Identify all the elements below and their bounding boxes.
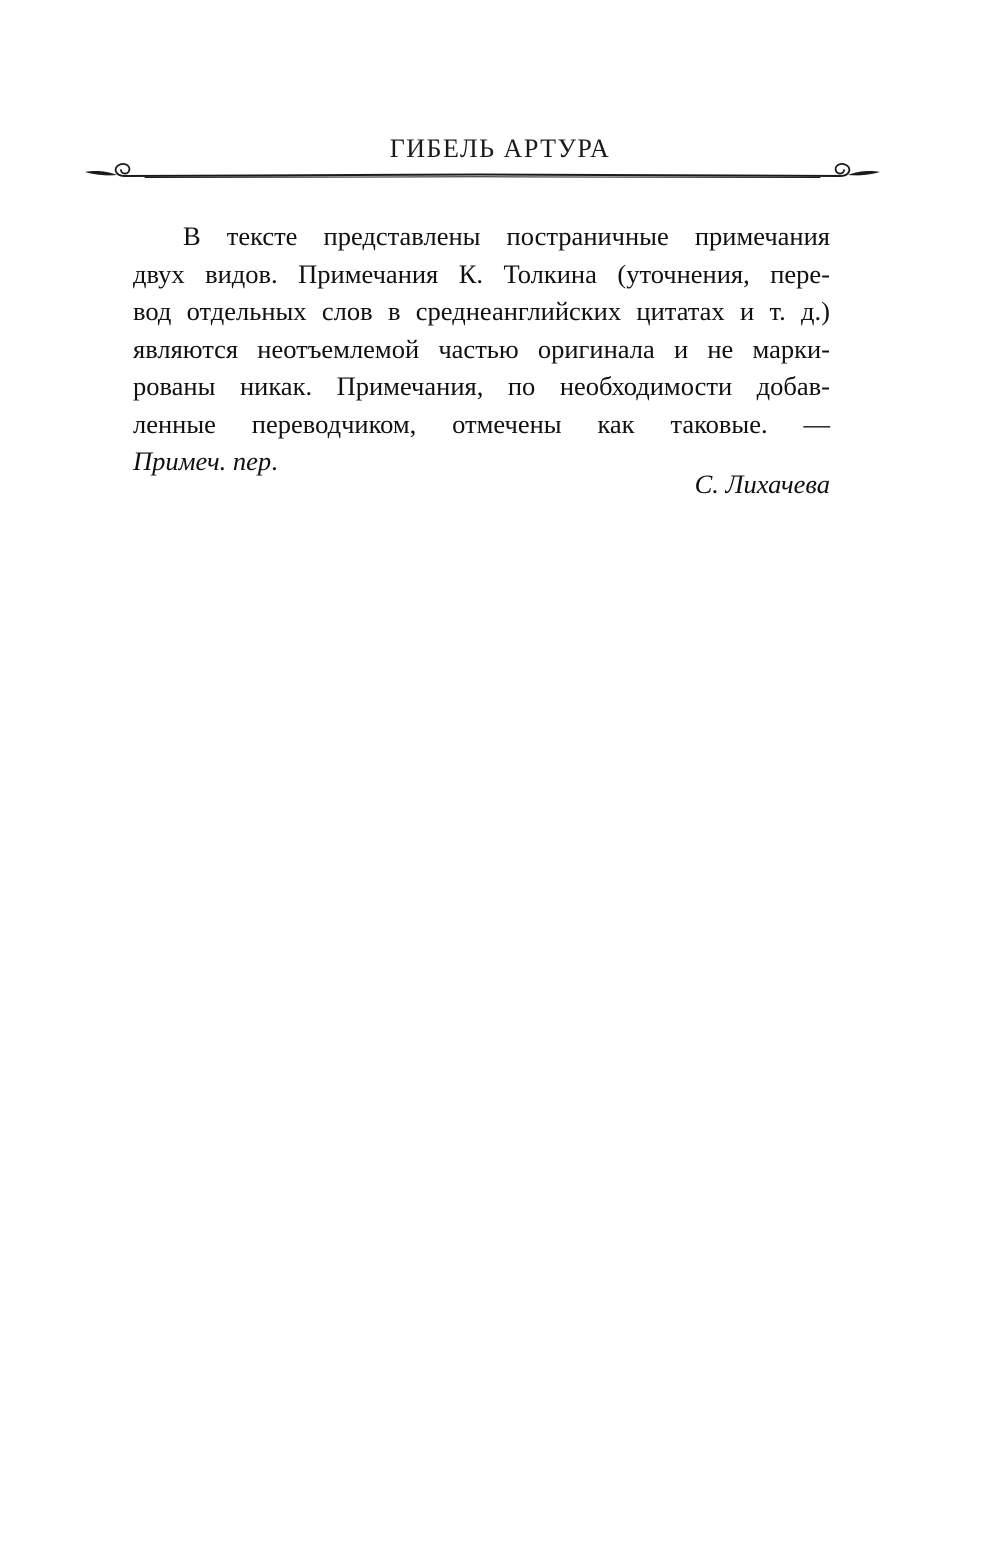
translator-note-mark: Примеч. пер — [133, 446, 272, 476]
paragraph-line: являются неотъемлемой частью оригинала и не марки- — [133, 333, 830, 364]
paragraph-line: В тексте представлены постраничные примечания — [183, 221, 830, 251]
paragraph-line: рованы никак. Примечания, по необходимости добав- — [133, 371, 830, 401]
paragraph-line: вод отдельных слов в среднеанглийских цитатах и т. д.) — [133, 296, 830, 326]
scroll-rule-ornament-icon — [85, 150, 880, 186]
closing-period: . — [271, 446, 278, 476]
author-signature: С. Лихачева — [694, 469, 830, 499]
paragraph-line: ленные переводчиком, отмечены как таковые. — — [133, 408, 830, 439]
paragraph-line: двух видов. Примечания К. Толкина (уточнения, пере- — [133, 258, 830, 289]
running-head: ГИБЕЛЬ АРТУРА — [389, 134, 611, 163]
translator-note-paragraph — [133, 218, 830, 481]
